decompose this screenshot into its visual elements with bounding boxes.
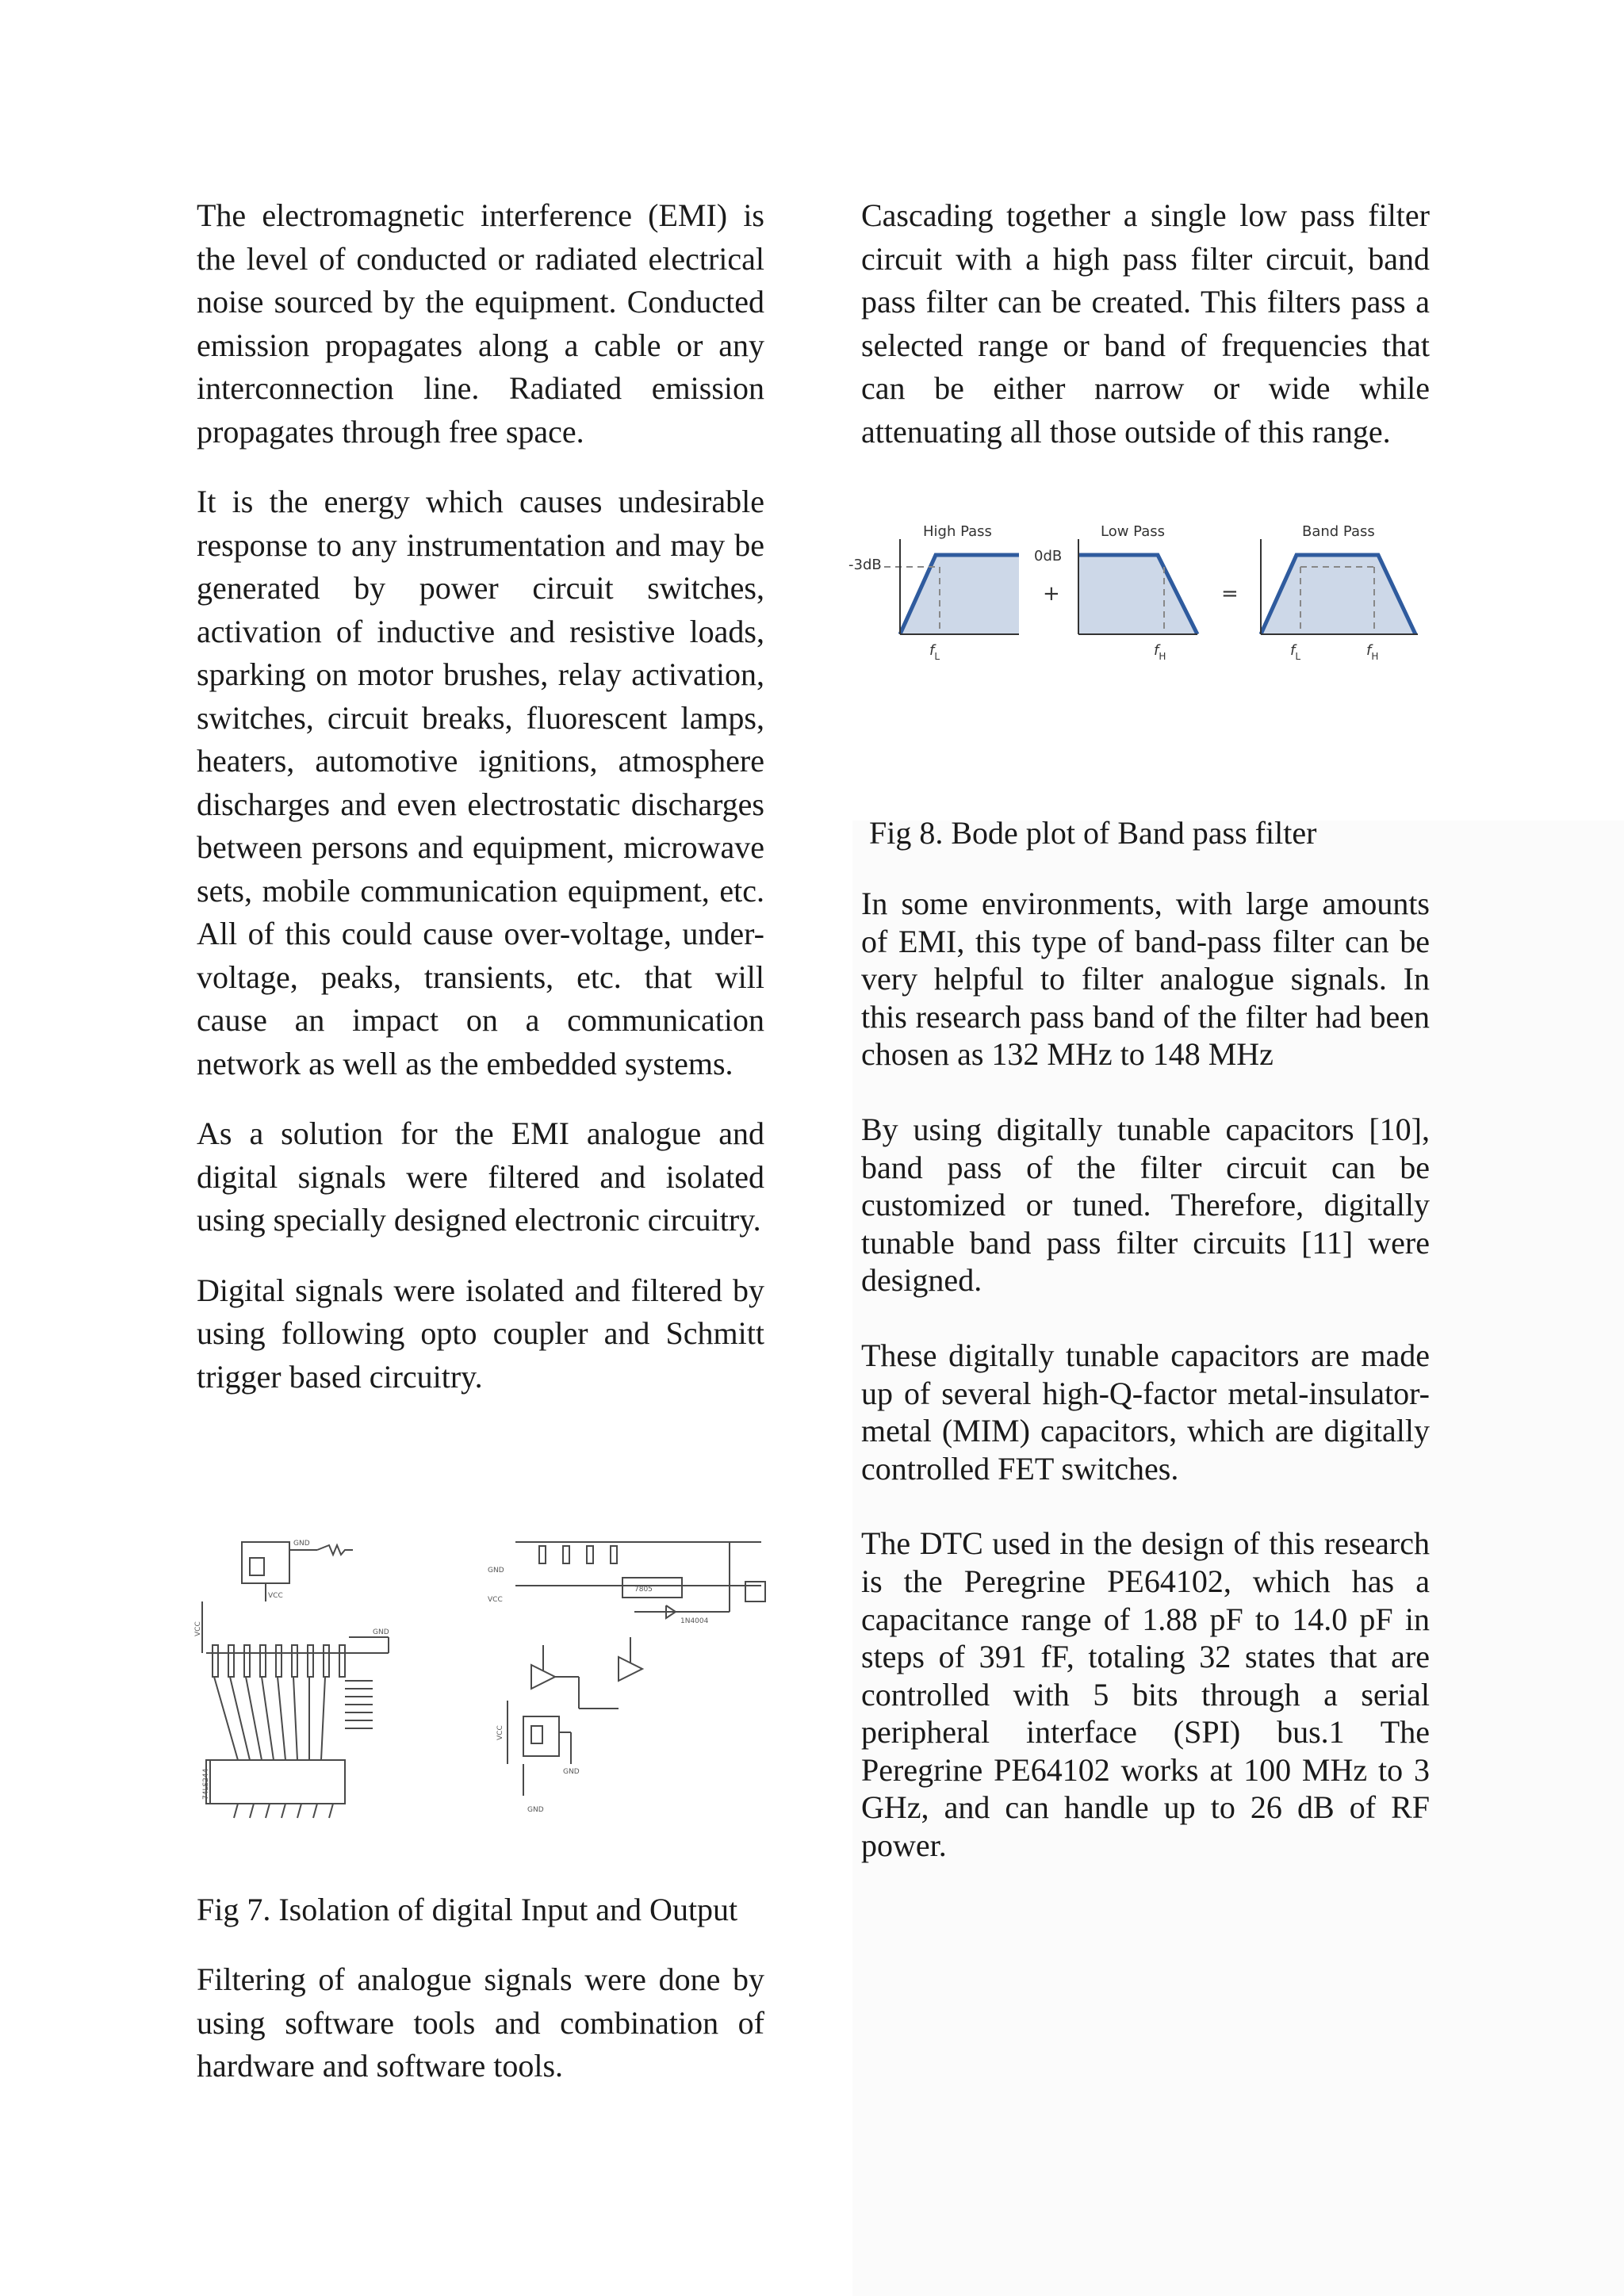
fig8-fl-sub-2: L [1295,651,1301,662]
fig7-gnd-reg: GND [488,1567,504,1575]
fig7-gnd-top: GND [293,1540,310,1548]
fig8-low-pass-label: Low Pass [1101,523,1165,540]
paragraph-digital-isolation: Digital signals were isolated and filtered by using following opto coupler and Schmitt trigger based circuitry. [197,1272,764,1395]
fig7-regulator: 7805 [634,1586,653,1594]
fig8-equals-symbol: = [1221,582,1239,606]
paragraph-band-pass-intro: Cascading together a single low pass filter circuit with a high pass filter circuit, band pass filter can be created. This filters pass a selected range or band of frequencies that can be either narrow or wide while attenuating all those outside of this range. [861,197,1430,450]
paragraph-emi-solution: As a solution for the EMI analogue and digital signals were filtered and isolated using specially designed electronic circuitry. [197,1115,764,1238]
right-column-body [861,885,1430,1865]
fig7-vcc-left: VCC [194,1621,202,1636]
fig7-schematic [190,1526,777,1820]
fig8-fl-label-1 [929,642,940,662]
fig8-fh-label-1 [1154,642,1166,662]
paragraph-analogue-filtering: Filtering of analogue signals were done by using software tools and combination of hardware and software tools. [197,1961,764,2084]
fig8-fh-f-1: f [1154,642,1159,659]
fig7-vdd-reg: VCC [488,1596,503,1604]
fig7-gnd-right: GND [373,1628,389,1636]
fig8-fl-label-2 [1290,642,1300,662]
fig8-fl-f-2: f [1290,642,1296,659]
paragraph-mim-capacitors: These digitally tunable capacitors are made up of several high-Q-factor metal-insulator-metal (MIM) capacitors, which are digitally controlled FET switches. [861,1337,1430,1487]
fig8-high-pass-label: High Pass [923,523,992,540]
paragraph-band-pass-emi: In some environments, with large amounts of EMI, this type of band-pass filter can be very helpful to filter analogue signals. In this research pass band of the filter had been chosen as 132 MHz to 148 MHz [861,886,1430,1073]
fig8-fl-f-1: f [929,642,935,659]
fig7-vcc-opto: VCC [268,1592,283,1600]
fig8-fh-sub-2: H [1371,651,1379,662]
paragraph-peregrine-dtc: The DTC used in the design of this research is the Peregrine PE64102, which has a capacitance range of 1.88 pF to 14.0 pF in steps of 391 fF, totaling 32 states that are controlled with 5 bits through a serial peripheral interface (SPI) bus.1 The Peregrine PE64102 works at 100 MHz to 3 GHz, and can handle up to 26 dB of RF power. [861,1525,1430,1864]
fig8-band-pass-label: Band Pass [1302,523,1375,540]
fig8-plus-symbol: + [1043,582,1060,606]
fig7-gnd-opto2: GND [563,1768,580,1776]
fig8-fh-f-2: f [1366,642,1372,659]
fig8-zero-db-label: 0dB [1034,548,1063,564]
paragraph-emi-definition: The electromagnetic interference (EMI) is the level of conducted or radiated electrical noise sourced by the equipment. Conducted emission propagates along a cable or any interconnection line. Radiated emission propagates through free space. [197,197,764,450]
fig8-fh-label-2 [1366,642,1378,662]
paragraph-tunable-capacitors: By using digitally tunable capacitors [10], band pass of the filter circuit can be customized or tuned. Therefore, digitally tunable band pass filter circuits [11] were designed. [861,1111,1430,1299]
fig7-vcc-right: VCC [496,1725,504,1740]
paragraph-emi-sources: It is the energy which causes undesirable response to any instrumentation and may be generated by power circuit switches, activation of inductive and resistive loads, sparking on motor brushes, relay activation, switches, circuit breaks, fluorescent lamps, heaters, automotive ignitions, atmosphere discharges and even electrostatic discharges between persons and equipment, microwave sets, mobile communication equipment, etc. All of this could cause over-voltage, under-voltage, peaks, transients, etc. that will cause an impact on a communication network as well as the embedded systems. [197,484,764,1081]
fig8-caption: Fig 8. Bode plot of Band pass filter [861,815,1317,851]
fig7-ic-label: 74LS244 [202,1768,210,1800]
left-column [197,194,764,1399]
fig8-fh-sub-1: H [1159,651,1166,662]
fig7-gnd-bottom: GND [527,1806,544,1814]
fig7-caption: Fig 7. Isolation of digital Input and Output [197,1892,738,1927]
fig8-minus3db-label: -3dB [848,557,882,573]
fig8-fl-sub-1: L [934,651,940,662]
fig8-bode-plot [841,507,1443,690]
fig7-diode: 1N4004 [680,1617,709,1625]
